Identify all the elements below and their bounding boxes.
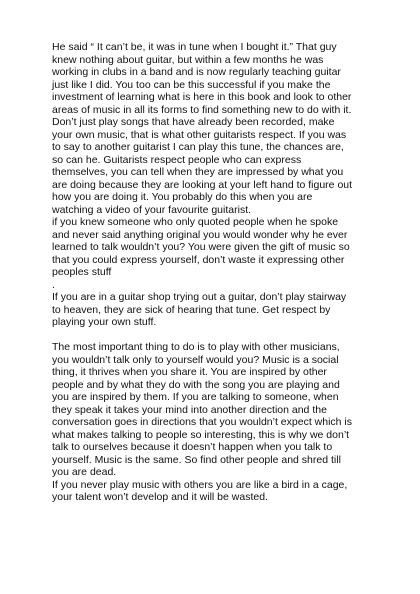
text-line: He said “ It can’t be, it was in tune when I bought it.” That guy	[52, 41, 337, 53]
text-line: your own music, that is what other guitarists respect. If you was	[52, 128, 347, 141]
text-line: investment of learning what is here in this book and look to other	[52, 91, 352, 103]
text-line: so can he. Guitarists respect people who can express	[52, 153, 302, 166]
text-line: people and by what they do with the song you are playing and	[52, 378, 340, 391]
text-line: and never said anything original you would wonder why he ever	[52, 228, 348, 241]
text-line: to heaven, they are sick of hearing that tune. Get respect by	[52, 303, 331, 316]
text-line: If you are in a guitar shop trying out a guitar, don’t play stairway	[52, 291, 347, 303]
text-line: If you never play music with others you are like a bird in a cage,	[52, 478, 348, 491]
text-line: .	[52, 278, 55, 291]
text-line: if you knew someone who only quoted people when he spoke	[52, 216, 339, 228]
text-line: playing your own stuff.	[52, 316, 157, 328]
text-line: watching a video of your favourite guitarist.	[52, 203, 252, 216]
text-line: thing, it thrives when you share it. You are inspired by other	[52, 366, 327, 378]
text-line: peoples stuff	[52, 266, 112, 278]
text-line: learned to talk wouldn’t you? You were given the gift of music so	[52, 241, 350, 253]
text-line: you are inspired by them. If you are talking to someone, when	[52, 391, 339, 403]
paragraph-gap	[52, 329, 380, 342]
text-line: are doing because they are looking at your left hand to figure out	[52, 178, 353, 191]
text-line: what makes talking to people so interesting, this is why we don’t	[52, 428, 350, 441]
text-line: you are dead.	[52, 466, 117, 478]
text-line: how you are doing it. You probably do this when you are	[52, 191, 313, 203]
text-line: they speak it takes your mind into another direction and the	[52, 403, 327, 416]
text-line: areas of music in all its forms to find something new to do with it.	[52, 103, 352, 116]
text-line: that you could express yourself, don’t waste it expressing other	[52, 253, 345, 266]
text-line: to say to another guitarist I can play this tune, the chances are,	[52, 141, 344, 153]
text-line: conversation goes in directions that you wouldn’t expect which is	[52, 416, 352, 428]
text-line: just like I did. You too can be this successful if you make the	[52, 78, 331, 91]
text-line: knew nothing about guitar, but within a few months he was	[52, 53, 324, 66]
text-line: The most important thing to do is to play with other musicians,	[52, 341, 340, 353]
text-line: yourself. Music is the same. So find other people and shred till	[52, 453, 341, 466]
text-line: you wouldn’t talk only to yourself would you? Music is a social	[52, 353, 339, 366]
text-line: your talent won’t develop and it will be wasted.	[52, 491, 268, 503]
text-line: working in clubs in a band and is now regularly teaching guitar	[52, 66, 341, 78]
body-text	[52, 41, 380, 504]
text-line: themselves, you can tell when they are impressed by what you	[52, 166, 344, 178]
text-line: talk to ourselves because it doesn’t happen when you talk to	[52, 441, 333, 453]
text-line: Don’t just play songs that have already been recorded, make	[52, 116, 335, 128]
